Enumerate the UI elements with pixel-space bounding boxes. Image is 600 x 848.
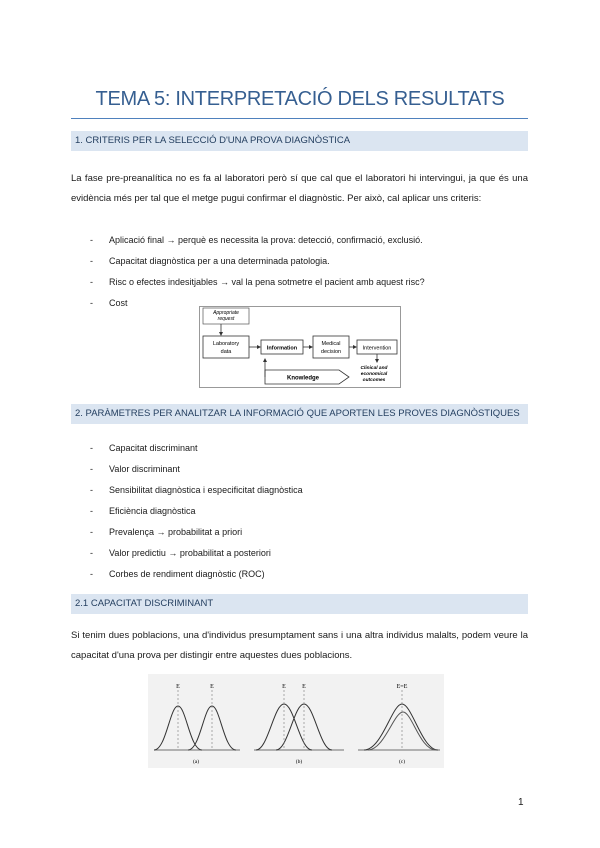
list-item: - Valor predictiu → probabilitat a posteriori (90, 548, 271, 558)
section-2-heading: 2. PARÀMETRES PER ANALITZAR LA INFORMACIÓ QUE APORTEN LES PROVES DIAGNÒSTIQUES (71, 404, 528, 424)
list-item-text: Prevalença → probabilitat a priori (109, 527, 243, 537)
list-item-text: Capacitat diagnòstica per a una determinada patologia. (109, 256, 330, 266)
list-item: - Aplicació final → perquè es necessita la prova: detecció, confirmació, exclusió. (90, 235, 423, 245)
list-item: - Cost (90, 298, 128, 308)
svg-text:Information: Information (266, 345, 298, 352)
svg-text:decision: decision (320, 349, 342, 355)
criteria-list (90, 230, 425, 314)
list-item-text: Aplicació final → perquè es necessita la prova: detecció, confirmació, exclusió. (109, 235, 423, 245)
section-1-heading: 1. CRITERIS PER LA SELECCIÓ D'UNA PROVA DIAGNÒSTICA (71, 131, 528, 151)
list-item: - Capacitat diagnòstica per a una determinada patologia. (90, 256, 330, 266)
svg-text:data: data (220, 349, 232, 355)
list-item: - Corbes de rendiment diagnòstic (ROC) (90, 569, 265, 579)
label-e2-b: E (302, 684, 306, 690)
list-item-text: Eficiència diagnòstica (109, 506, 196, 516)
list-item: - Risc o efectes indesitjables → val la pena sotmetre el pacient amb aquest risc? (90, 277, 425, 287)
list-item-text: Valor discriminant (109, 464, 180, 474)
section-1-text: La fase pre-preanalítica no es fa al laboratori però sí que cal que el laboratori hi intervingui, ja que és una evidència més per tal que el metge pugui confirmar el diagnòstic. Per això, cal aplicar uns criteris: (71, 173, 528, 204)
label-e1-b: E (282, 684, 286, 690)
list-item: - Valor discriminant (90, 464, 180, 474)
caption-a: (a) (192, 759, 200, 765)
list-item: - Sensibilitat diagnòstica i especificitat diagnòstica (90, 485, 303, 495)
page-title: TEMA 5: INTERPRETACIÓ DELS RESULTATS (95, 88, 505, 110)
svg-text:economical: economical (360, 372, 388, 377)
svg-text:Laboratory: Laboratory (212, 341, 240, 347)
svg-text:outcomes: outcomes (362, 378, 386, 383)
list-item-text: Cost (109, 298, 128, 308)
svg-text:request: request (217, 316, 235, 322)
svg-text:Clinical and: Clinical and (360, 366, 388, 371)
list-item: - Prevalença → probabilitat a priori (90, 527, 243, 537)
distribution-figure (148, 674, 444, 768)
title-underline (71, 118, 528, 119)
label-e2-a: E (210, 684, 214, 690)
list-item-text: Sensibilitat diagnòstica i especificitat diagnòstica (109, 485, 303, 495)
request-label: Appropriate (213, 310, 239, 316)
parameters-list (90, 438, 303, 585)
caption-c: (c) (398, 759, 406, 765)
list-item-text: Valor predictiu → probabilitat a posteriori (109, 548, 271, 558)
list-item-text: Capacitat discriminant (109, 443, 198, 453)
section-1-paragraph (71, 169, 528, 209)
section-2-1-paragraph (71, 626, 528, 666)
list-item: - Eficiència diagnòstica (90, 506, 196, 516)
page-number: 1 (518, 797, 524, 808)
svg-text:Intervention: Intervention (362, 345, 392, 352)
list-item: - Capacitat discriminant (90, 443, 198, 453)
caption-b: (b) (295, 759, 303, 765)
section-2-1-text: Si tenim dues poblacions, una d'individus presumptament sans i una altra individus malalts, podem veure la capacitat d'una prova per distingir entre aquestes dues poblacions. (71, 630, 528, 661)
section-2-1-heading: 2.1 CAPACITAT DISCRIMINANT (71, 594, 528, 614)
svg-text:Knowledge: Knowledge (286, 375, 320, 382)
svg-text:Medical: Medical (321, 341, 341, 347)
list-item-text: Corbes de rendiment diagnòstic (ROC) (109, 569, 265, 579)
label-e-c: E=E (396, 684, 408, 690)
lab-process-diagram (199, 306, 401, 388)
list-item-text: Risc o efectes indesitjables → val la pena sotmetre el pacient amb aquest risc? (109, 277, 425, 287)
label-e1-a: E (176, 684, 180, 690)
